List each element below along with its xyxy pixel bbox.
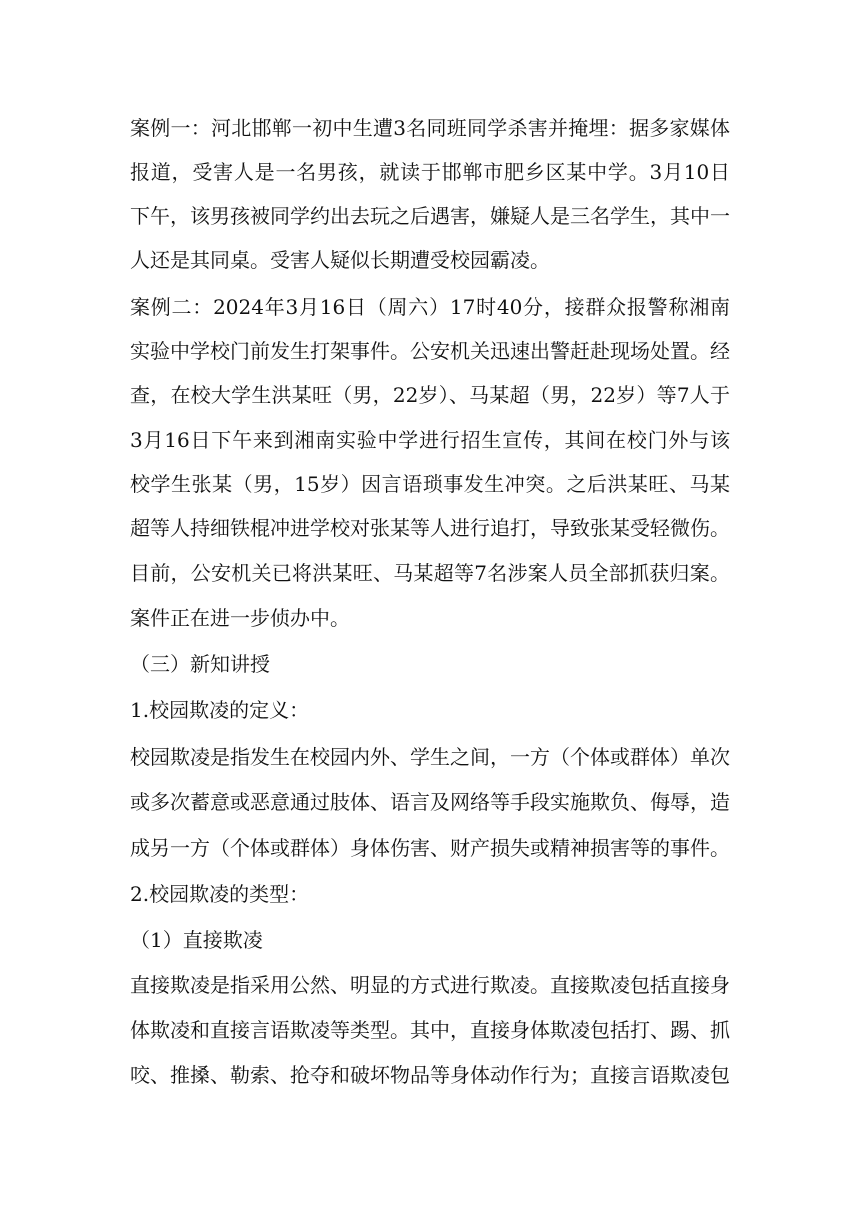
paragraph-line: 案例二：2024年3月16日（周六）17时40分，接群众报警称湘南 — [130, 295, 730, 319]
subsection-heading: 1.校园欺凌的定义： — [130, 698, 310, 722]
item-heading: （1）直接欺凌 — [130, 928, 263, 952]
paragraph-line: 直接欺凌是指采用公然、明显的方式进行欺凌。直接欺凌包括直接身 — [130, 973, 730, 997]
paragraph-line: 成另一方（个体或群体）身体伤害、财产损失或精神损害等的事件。 — [130, 836, 730, 860]
paragraph-line: 查，在校大学生洪某旺（男，22岁）、马某超（男，22岁）等7人于 — [130, 383, 730, 407]
paragraph-line: 报道，受害人是一名男孩，就读于邯郸市肥乡区某中学。3月10日 — [130, 160, 730, 184]
paragraph-line: 校园欺凌是指发生在校园内外、学生之间，一方（个体或群体）单次 — [130, 745, 730, 769]
subsection-heading: 2.校园欺凌的类型： — [130, 882, 310, 906]
paragraph-line: 案例一：河北邯郸一初中生遭3名同班同学杀害并掩埋：据多家媒体 — [130, 116, 730, 140]
paragraph-line: 咬、推搡、勒索、抢夺和破坏物品等身体动作行为；直接言语欺凌包 — [130, 1063, 730, 1087]
paragraph-line: 或多次蓄意或恶意通过肢体、语言及网络等手段实施欺负、侮辱，造 — [130, 790, 730, 814]
paragraph-line: 人还是其同桌。受害人疑似长期遭受校园霸凌。 — [130, 248, 550, 272]
paragraph-line: 校学生张某（男，15岁）因言语琐事发生冲突。之后洪某旺、马某 — [130, 472, 730, 496]
paragraph-line: 目前，公安机关已将洪某旺、马某超等7名涉案人员全部抓获归案。 — [130, 561, 730, 585]
paragraph-line: 体欺凌和直接言语欺凌等类型。其中，直接身体欺凌包括打、踢、抓 — [130, 1018, 730, 1042]
paragraph-line: 实验中学校门前发生打架事件。公安机关迅速出警赶赴现场处置。经 — [130, 339, 730, 363]
paragraph-line: 案件正在进一步侦办中。 — [130, 606, 350, 630]
paragraph-line: 3月16日下午来到湘南实验中学进行招生宣传，其间在校门外与该 — [130, 428, 730, 452]
paragraph-line: 超等人持细铁棍冲进学校对张某等人进行追打，导致张某受轻微伤。 — [130, 516, 730, 540]
section-heading: （三）新知讲授 — [130, 652, 270, 676]
paragraph-line: 下午，该男孩被同学约出去玩之后遇害，嫌疑人是三名学生，其中一 — [130, 204, 730, 228]
